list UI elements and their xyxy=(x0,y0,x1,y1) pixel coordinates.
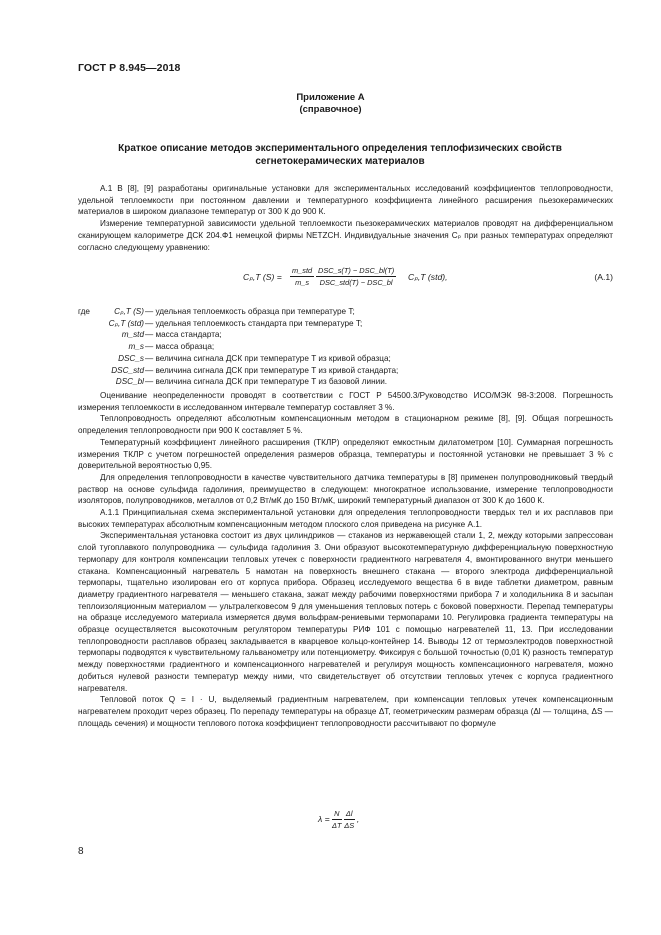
formula-mass-fraction xyxy=(290,266,314,287)
lambda-fraction-1 xyxy=(332,809,341,830)
paragraph: А.1.1 Принципиальная схема экспериментальной установки для определения теплопроводности твердых тел и их расплавов при высоких температурах абсолютным компенсационным методом плоского слоя приведена на рисунке А.1. xyxy=(78,508,613,529)
paragraph: А.1 В [8], [9] разработаны оригинальные установки для экспериментальных исследований коэффициентов теплопроводности, удельной теплоемкости при постоянном давлении и температурного коэффициента линейного расширения пьезокерамических материалов в широком диапазоне температур от 300 К до 900 К. xyxy=(78,184,613,217)
definition-symbol: m_std xyxy=(121,330,144,340)
definition-symbol: DSC_std xyxy=(111,365,144,375)
paragraph: Измерение температурной зависимости удельной теплоемкости пьезокерамических материалов проводят на дифференциальном сканирующем калориметре ДСК 204.Ф1 немецкой фирмы NETZCH. Индивидуальные значения Cₚ при разных температурах определяют согласно следующему уравнению: xyxy=(78,219,613,252)
lambda-tail: , xyxy=(356,813,360,824)
formula-mass-den: m_s xyxy=(295,278,310,287)
definition-row xyxy=(78,318,613,330)
definition-row xyxy=(78,341,613,353)
main-paragraphs xyxy=(78,390,613,729)
definition-symbol: Cₚ,T (std) xyxy=(108,318,144,328)
lambda-num-2: Δl xyxy=(345,809,353,818)
paragraph: Тепловой поток Q = I · U, выделяемый градиентным нагревателем, при компенсации тепловых утечек компенсационным нагревателем проходит через образец. По перепаду температуры на образце ΔT, геометрическим размерам образца (Δl — толщина, ΔS — площадь сечения) и мощности теплового потока коэффициент теплопроводности рассчитывают по формуле xyxy=(78,695,613,728)
definition-text: — величина сигнала ДСК при температуре T из кривой образца; xyxy=(145,353,391,363)
definition-text: — удельная теплоемкость образца при температуре T; xyxy=(145,307,355,316)
intro-paragraphs xyxy=(78,183,613,253)
formula-dsc-num: DSC_s(T) − DSC_bl(T) xyxy=(318,266,395,275)
definition-row xyxy=(78,329,613,341)
definition-row xyxy=(78,376,613,388)
paragraph: Теплопроводность определяют абсолютным компенсационным методом в стационарном режиме [8], [9]. Общая погрешность определения теплопроводности при 900 К составляет 5 %. xyxy=(78,414,613,436)
formula-dsc-fraction xyxy=(316,266,396,287)
paragraph: Оценивание неопределенности проводят в соответствии с ГОСТ Р 54500.3/Руководство ИСО/МЭК 98-3:2008. Погрешность измерения теплоемкости в исследованном интервале температур составляет 3 %. xyxy=(78,391,613,412)
definition-text: — удельная теплоемкость стандарта при температуре T; xyxy=(145,318,363,328)
definition-row xyxy=(78,353,613,365)
standard-header: ГОСТ Р 8.945—2018 xyxy=(78,62,181,74)
lambda-formula xyxy=(318,809,359,830)
formula-rhs: Cₚ,T (std), xyxy=(408,272,448,282)
lambda-fraction-2 xyxy=(344,809,355,830)
definition-text: — масса стандарта; xyxy=(145,330,222,340)
definition-symbol: m_s xyxy=(128,342,144,352)
section-title: Краткое описание методов экспериментального определения теплофизических свойств сегнетокерамических материалов xyxy=(118,143,562,167)
definition-symbol: DSC_bl xyxy=(115,377,144,387)
definitions-list xyxy=(78,306,613,388)
definitions-intro: где xyxy=(78,307,90,316)
definition-row xyxy=(78,365,613,377)
definition-symbol: DSC_s xyxy=(118,353,144,363)
lambda-lhs: λ = xyxy=(318,813,330,824)
definition-row xyxy=(78,306,613,318)
formula-lhs: Cₚ,T (S) = xyxy=(243,272,282,282)
appendix-subtitle: (справочное) xyxy=(299,104,362,115)
lambda-den-1: ΔT xyxy=(332,821,342,830)
paragraph: Для определения теплопроводности в качестве чувствительного датчика температуры в [8] применен полупроводниковый твердый раствор на основе сульфида гадолиния, преимущество в следующем: многократное использование, измерение теплопроводности изоляторов, полупроводников, металлов от 0,2 Вт/мК до 150 Вт/мК, широкий температурный диапазон от 300 К до 1600 К. xyxy=(78,472,613,506)
definition-text: — величина сигнала ДСК при температуре T из базовой линии. xyxy=(145,377,388,387)
paragraph: Температурный коэффициент линейного расширения (ТКЛР) определяют емкостным дилатометром [10]. Суммарная погрешность измерения ТКЛР с учетом погрешностей определения размеров образца, температуры и постоянной установки не превышает 3 % с доверительной вероятностью 0,95. xyxy=(78,437,613,471)
paragraph: Экспериментальная установка состоит из двух цилиндриков — стаканов из нержавеющей стали 1, 2, между которыми запрессован слой тугоплавкого полупроводника — сульфида гадолиния 3. Они образуют высокотемпературную дифференциальную поверхностную термопару для контроля компенсации тепловых утечек с поверхности градиентного нагревателя 4, вмонтированного внутри меньшего стакана. Компенсационный нагреватель 5 намотан на поверхность внешнего стакана — второго электрода дифференциальной термопары, тщательно изолирован его от корпуса прибора. Образец исследуемого вещества 6 в виде таблетки диаметром, равным диаметру градиентного нагревателя — меньшего стакана, зажат между рабочими поверхностями прибора 7 и холодильника 8 и засыпан теплоизоляционным материалом — ультралегковесом 9 для уменьшения тепловых потерь с боковой поверхности. Перепад температуры на образце исследуемого материала измеряется двумя вольфрам-рениевыми термопарами 10. Регулировка градиента температуры на образце осуществляется высокоточным регулятором температуры РИФ 101 с помощью нагревателей 11, 13. При исследовании теплопроводности расплавов образец закладывается в кварцевое кольцо-контейнер 14. Выводы 12 от термоэлектродов поверхностной термопары подводятся к чувствительному гальванометру или потенциометру. Фиксируя с большой точностью (0,01 К) разность температур между поверхностями градиентного и компенсационного нагревателей и регулируя мощность компенсационного нагревателя, можно добиться нулевой разности температур между ними, что свидетельствует об отсутствии тепловых утечек с корпуса градиентного нагревателя. xyxy=(78,531,613,693)
formula-a1 xyxy=(78,262,613,298)
page-number: 8 xyxy=(78,846,84,857)
lambda-den-2: ΔS xyxy=(344,821,355,830)
appendix-title: Приложение А xyxy=(296,92,365,103)
formula-number: (А.1) xyxy=(594,272,613,282)
formula-mass-num: m_std xyxy=(292,266,313,275)
definition-text: — масса образца; xyxy=(145,342,215,352)
definition-symbol: Cₚ,T (S) xyxy=(114,307,144,316)
definition-text: — величина сигнала ДСК при температуре T из кривой стандарта; xyxy=(145,365,399,375)
lambda-num-1: N xyxy=(332,809,341,820)
formula-dsc-den: DSC_std(T) − DSC_bl xyxy=(319,278,393,287)
